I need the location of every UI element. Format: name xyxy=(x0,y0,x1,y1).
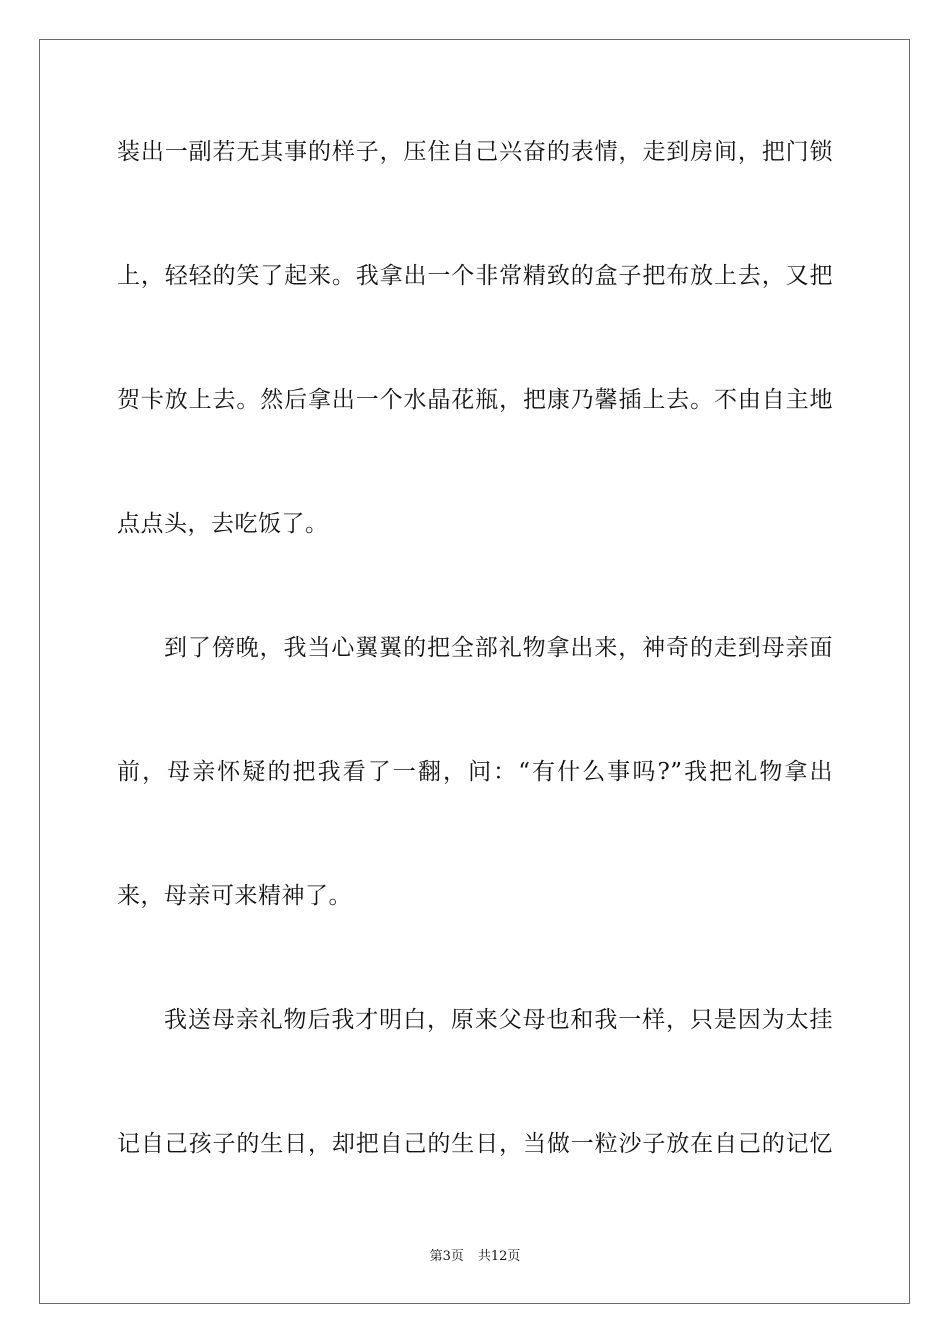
page-total: 共12页 xyxy=(477,1249,521,1264)
text-line: 点点头，去吃饭了。 xyxy=(117,511,329,537)
text-line: 我送母亲礼物后我才明白，原来父母也和我一样，只是因为太挂 xyxy=(164,1007,833,1033)
text-line: 贺卡放上去。然后拿出一个水晶花瓶，把康乃馨插上去。不由自主地 xyxy=(117,387,833,413)
text-line: 到了傍晚，我当心翼翼的把全部礼物拿出来，神奇的走到母亲面 xyxy=(164,635,833,661)
page-footer xyxy=(0,1248,950,1266)
text-line: 来，母亲可来精神了。 xyxy=(117,883,352,909)
text-line: 装出一副若无其事的样子，压住自己兴奋的表情，走到房间，把门锁 xyxy=(117,139,833,165)
page-number: 第3页 xyxy=(429,1249,464,1264)
text-line: 前，母亲怀疑的把我看了一翻，问：“有什么事吗?”我把礼物拿出 xyxy=(117,759,833,785)
text-line: 记自己孩子的生日，却把自己的生日，当做一粒沙子放在自己的记忆 xyxy=(117,1131,833,1157)
text-line: 上，轻轻的笑了起来。我拿出一个非常精致的盒子把布放上去，又把 xyxy=(117,263,833,289)
page-border xyxy=(39,39,910,1304)
